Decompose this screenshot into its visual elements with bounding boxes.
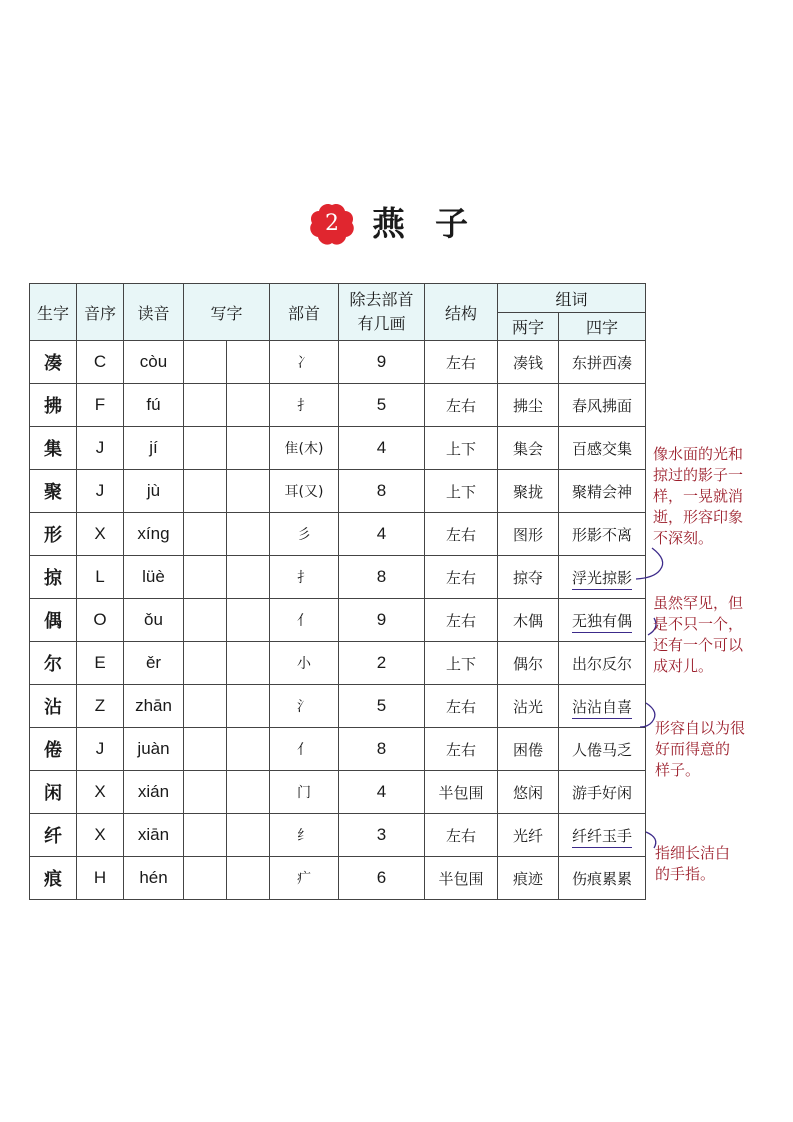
- order-cell-text: F: [94, 395, 106, 414]
- structure-cell: [425, 857, 498, 900]
- pinyin-cell: [124, 341, 184, 384]
- two-char-word-cell-text: 凑钱: [512, 353, 543, 372]
- note-line: 形容自以为很: [655, 719, 746, 737]
- two-char-word-cell-text: 偶尔: [512, 654, 543, 673]
- order-cell: [77, 513, 124, 556]
- pinyin-cell: [124, 513, 184, 556]
- two-char-word-cell-text: 集会: [512, 439, 543, 458]
- note-line: 样，一晃就消: [653, 487, 744, 505]
- radical-cell-text: 扌: [297, 570, 311, 586]
- strokes-cell-text: 4: [376, 438, 387, 457]
- radical-cell: [270, 556, 339, 599]
- write-box-right: [227, 513, 270, 556]
- order-cell: [77, 599, 124, 642]
- char-cell-text: 痕: [44, 869, 62, 890]
- structure-cell-text: 左右: [445, 525, 476, 544]
- write-box-left: [184, 599, 227, 642]
- header-strokes: [339, 284, 425, 341]
- order-cell-text: Z: [94, 696, 106, 715]
- four-char-word-cell-text: 百感交集: [571, 439, 632, 458]
- radical-cell: [270, 814, 339, 857]
- order-cell-text: E: [94, 653, 106, 672]
- header-two-char: 两字: [498, 313, 559, 341]
- char-cell: [30, 685, 77, 728]
- structure-cell-text: 左右: [445, 740, 476, 759]
- write-box-left: [184, 642, 227, 685]
- four-char-word-cell: [559, 513, 646, 556]
- write-box-right: [227, 728, 270, 771]
- header-words: 组词: [498, 284, 646, 313]
- write-box-right: [227, 341, 270, 384]
- header-four-char: 四字: [559, 313, 646, 341]
- pinyin-cell-text: juàn: [137, 739, 170, 758]
- table-row: [30, 642, 646, 685]
- char-cell: [30, 556, 77, 599]
- pinyin-cell: [124, 642, 184, 685]
- note-line: 还有一个可以: [653, 636, 744, 654]
- write-box-right: [227, 599, 270, 642]
- lesson-title: [0, 196, 793, 252]
- strokes-cell: [339, 513, 425, 556]
- radical-cell-text: 纟: [297, 828, 311, 844]
- table-row: [30, 685, 646, 728]
- char-cell: [30, 728, 77, 771]
- order-cell: [77, 384, 124, 427]
- header-write: 写字: [184, 284, 270, 341]
- two-char-word-cell: [498, 341, 559, 384]
- four-char-word-cell-text: 东拼西凑: [571, 353, 632, 372]
- four-char-word-cell: [559, 341, 646, 384]
- strokes-cell: [339, 556, 425, 599]
- char-cell: [30, 814, 77, 857]
- order-cell-text: L: [95, 567, 105, 586]
- pinyin-cell-text: ěr: [145, 653, 162, 672]
- order-cell: [77, 427, 124, 470]
- two-char-word-cell: [498, 728, 559, 771]
- two-char-word-cell-text: 图形: [512, 525, 543, 544]
- four-char-word-cell: [559, 814, 646, 857]
- strokes-cell: [339, 599, 425, 642]
- pinyin-cell: [124, 771, 184, 814]
- radical-cell-text: 门: [297, 785, 311, 801]
- two-char-word-cell-text: 困倦: [512, 740, 543, 759]
- structure-cell: [425, 341, 498, 384]
- radical-cell: [270, 384, 339, 427]
- strokes-cell-text: 9: [376, 352, 387, 371]
- header-order: 音序: [77, 284, 124, 341]
- order-cell-text: J: [95, 739, 105, 758]
- strokes-cell: [339, 771, 425, 814]
- note-xianxian-yushou: [655, 843, 730, 885]
- order-cell-text: J: [95, 481, 105, 500]
- table-row: [30, 771, 646, 814]
- write-box-left: [184, 513, 227, 556]
- strokes-cell-text: 8: [376, 739, 387, 758]
- pinyin-cell-text: fú: [146, 395, 161, 414]
- strokes-cell-text: 5: [376, 696, 387, 715]
- char-cell: [30, 427, 77, 470]
- write-box-right: [227, 814, 270, 857]
- char-cell-text: 拂: [44, 396, 62, 417]
- structure-cell: [425, 427, 498, 470]
- header-strokes-label: 除去部首有几画: [349, 290, 414, 333]
- order-cell-text: X: [94, 524, 106, 543]
- write-box-left: [184, 857, 227, 900]
- four-char-word-cell: [559, 771, 646, 814]
- char-cell-text: 闲: [44, 783, 62, 804]
- pinyin-cell: [124, 470, 184, 513]
- order-cell: [77, 728, 124, 771]
- structure-cell-text: 上下: [445, 439, 476, 458]
- char-cell-text: 倦: [44, 740, 62, 761]
- pinyin-cell: [124, 728, 184, 771]
- structure-cell: [425, 513, 498, 556]
- four-char-word-cell-text: 出尔反尔: [571, 654, 632, 673]
- char-cell: [30, 771, 77, 814]
- structure-cell-text: 半包围: [438, 869, 484, 888]
- write-box-left: [184, 771, 227, 814]
- write-box-right: [227, 470, 270, 513]
- table-row: [30, 857, 646, 900]
- pinyin-cell-text: lüè: [142, 567, 165, 586]
- strokes-cell: [339, 728, 425, 771]
- char-cell-text: 纤: [44, 826, 62, 847]
- strokes-cell: [339, 642, 425, 685]
- radical-cell: [270, 728, 339, 771]
- order-cell: [77, 814, 124, 857]
- write-box-right: [227, 771, 270, 814]
- note-line: 指细长洁白: [655, 844, 731, 862]
- pinyin-cell: [124, 685, 184, 728]
- two-char-word-cell-text: 聚拢: [512, 482, 543, 501]
- note-wudu-youou: [653, 593, 743, 677]
- table-row: [30, 556, 646, 599]
- pinyin-cell: [124, 599, 184, 642]
- order-cell: [77, 857, 124, 900]
- note-line: 像水面的光和: [653, 445, 744, 463]
- note-line: 逝，形容印象: [653, 508, 744, 526]
- structure-cell-text: 上下: [445, 654, 476, 673]
- write-box-right: [227, 556, 270, 599]
- char-cell-text: 偶: [44, 611, 62, 632]
- pinyin-cell: [124, 556, 184, 599]
- order-cell: [77, 470, 124, 513]
- radical-cell: [270, 642, 339, 685]
- table-row: [30, 513, 646, 556]
- lesson-title-text: 燕子: [372, 204, 498, 243]
- order-cell: [77, 685, 124, 728]
- structure-cell-text: 左右: [445, 396, 476, 415]
- table-row: [30, 384, 646, 427]
- two-char-word-cell: [498, 642, 559, 685]
- four-char-word-cell: [559, 470, 646, 513]
- write-box-left: [184, 341, 227, 384]
- four-char-word-cell-text: 伤痕累累: [571, 869, 632, 888]
- strokes-cell: [339, 427, 425, 470]
- char-cell: [30, 513, 77, 556]
- structure-cell: [425, 642, 498, 685]
- two-char-word-cell-text: 痕迹: [512, 869, 543, 888]
- radical-cell-text: 疒: [297, 871, 311, 887]
- pinyin-cell-text: còu: [139, 352, 168, 371]
- radical-cell: [270, 771, 339, 814]
- structure-cell: [425, 771, 498, 814]
- radical-cell-text: 氵: [297, 699, 311, 715]
- four-char-word-cell: [559, 599, 646, 642]
- radical-cell: [270, 599, 339, 642]
- pinyin-cell-text: jí: [149, 438, 158, 457]
- two-char-word-cell: [498, 814, 559, 857]
- four-char-word-cell-text: 春风拂面: [571, 396, 632, 415]
- four-char-word-cell-text: 游手好闲: [571, 783, 632, 802]
- four-char-word-cell-text: 纤纤玉手: [572, 827, 632, 848]
- write-box-left: [184, 427, 227, 470]
- vocabulary-table: [29, 283, 646, 900]
- note-line: 成对儿。: [653, 657, 714, 675]
- two-char-word-cell: [498, 470, 559, 513]
- char-cell-text: 沾: [44, 697, 62, 718]
- write-box-right: [227, 384, 270, 427]
- four-char-word-cell-text: 无独有偶: [572, 612, 632, 633]
- note-zhanzhan-zixi: [655, 718, 745, 781]
- pinyin-cell-text: hén: [139, 868, 168, 887]
- structure-cell: [425, 685, 498, 728]
- order-cell-text: C: [93, 352, 107, 371]
- char-cell-text: 形: [44, 525, 62, 546]
- pinyin-cell-text: jù: [146, 481, 161, 500]
- two-char-word-cell: [498, 427, 559, 470]
- write-box-left: [184, 470, 227, 513]
- header-char: 生字: [30, 284, 77, 341]
- order-cell: [77, 556, 124, 599]
- order-cell-text: X: [94, 825, 106, 844]
- two-char-word-cell-text: 沾光: [512, 697, 543, 716]
- pinyin-cell: [124, 814, 184, 857]
- strokes-cell-text: 6: [376, 868, 387, 887]
- header-structure: 结构: [425, 284, 498, 341]
- two-char-word-cell-text: 光纤: [512, 826, 543, 845]
- write-box-right: [227, 857, 270, 900]
- radical-cell-text: 扌: [297, 398, 311, 414]
- radical-cell-text: 亻: [297, 613, 311, 629]
- radical-cell: [270, 470, 339, 513]
- two-char-word-cell: [498, 599, 559, 642]
- pinyin-cell-text: xíng: [137, 524, 170, 543]
- strokes-cell-text: 5: [376, 395, 387, 414]
- char-cell: [30, 384, 77, 427]
- structure-cell: [425, 470, 498, 513]
- radical-cell: [270, 427, 339, 470]
- structure-cell: [425, 556, 498, 599]
- char-cell: [30, 857, 77, 900]
- structure-cell-text: 上下: [445, 482, 476, 501]
- four-char-word-cell-text: 聚精会神: [571, 482, 632, 501]
- strokes-cell-text: 8: [376, 481, 387, 500]
- note-line: 好而得意的: [655, 740, 731, 758]
- strokes-cell-text: 4: [376, 524, 387, 543]
- table-row: [30, 427, 646, 470]
- order-cell: [77, 642, 124, 685]
- char-cell: [30, 470, 77, 513]
- structure-cell: [425, 384, 498, 427]
- radical-cell-text: 彡: [297, 527, 311, 543]
- lesson-number: 2: [325, 211, 339, 236]
- two-char-word-cell-text: 悠闲: [512, 783, 543, 802]
- char-cell-text: 掠: [44, 568, 62, 589]
- char-cell-text: 尔: [44, 654, 62, 675]
- two-char-word-cell: [498, 556, 559, 599]
- write-box-left: [184, 728, 227, 771]
- two-char-word-cell-text: 拂尘: [512, 396, 543, 415]
- order-cell: [77, 771, 124, 814]
- order-cell: [77, 341, 124, 384]
- write-box-right: [227, 685, 270, 728]
- table-row: [30, 728, 646, 771]
- radical-cell-text: 小: [297, 656, 311, 672]
- write-box-left: [184, 685, 227, 728]
- table-row: [30, 470, 646, 513]
- table-row: [30, 599, 646, 642]
- four-char-word-cell: [559, 685, 646, 728]
- two-char-word-cell: [498, 771, 559, 814]
- four-char-word-cell-text: 人倦马乏: [571, 740, 632, 759]
- table-row: [30, 814, 646, 857]
- strokes-cell-text: 8: [376, 567, 387, 586]
- two-char-word-cell: [498, 685, 559, 728]
- structure-cell: [425, 814, 498, 857]
- pinyin-cell-text: zhān: [135, 696, 172, 715]
- strokes-cell: [339, 857, 425, 900]
- char-cell: [30, 599, 77, 642]
- note-line: 不深刻。: [653, 529, 714, 547]
- strokes-cell-text: 3: [376, 825, 387, 844]
- radical-cell: [270, 513, 339, 556]
- structure-cell-text: 左右: [445, 353, 476, 372]
- strokes-cell: [339, 814, 425, 857]
- two-char-word-cell: [498, 857, 559, 900]
- pinyin-cell: [124, 427, 184, 470]
- note-line: 是不只一个，: [653, 615, 744, 633]
- pinyin-cell: [124, 857, 184, 900]
- note-line: 虽然罕见，但: [653, 594, 744, 612]
- four-char-word-cell: [559, 384, 646, 427]
- structure-cell: [425, 728, 498, 771]
- four-char-word-cell: [559, 642, 646, 685]
- strokes-cell: [339, 384, 425, 427]
- strokes-cell: [339, 470, 425, 513]
- order-cell-text: H: [93, 868, 107, 887]
- structure-cell-text: 半包围: [438, 783, 484, 802]
- note-fuguang-lueying: [653, 444, 743, 549]
- strokes-cell-text: 9: [376, 610, 387, 629]
- four-char-word-cell-text: 形影不离: [571, 525, 632, 544]
- order-cell-text: X: [94, 782, 106, 801]
- char-cell-text: 凑: [44, 353, 62, 374]
- lesson-number-badge: [308, 202, 356, 246]
- write-box-left: [184, 384, 227, 427]
- note-line: 的手指。: [655, 865, 716, 883]
- char-cell: [30, 642, 77, 685]
- pinyin-cell-text: xián: [137, 782, 170, 801]
- radical-cell: [270, 341, 339, 384]
- radical-cell-text: 耳(又): [284, 484, 324, 500]
- header-radical: 部首: [270, 284, 339, 341]
- structure-cell-text: 左右: [445, 826, 476, 845]
- strokes-cell: [339, 341, 425, 384]
- two-char-word-cell-text: 木偶: [512, 611, 543, 630]
- structure-cell-text: 左右: [445, 568, 476, 587]
- pinyin-cell: [124, 384, 184, 427]
- radical-cell-text: 冫: [297, 355, 311, 371]
- four-char-word-cell-text: 浮光掠影: [572, 569, 632, 590]
- pinyin-cell-text: ǒu: [144, 610, 163, 629]
- four-char-word-cell-text: 沾沾自喜: [572, 698, 632, 719]
- radical-cell: [270, 685, 339, 728]
- write-box-right: [227, 427, 270, 470]
- order-cell-text: O: [93, 610, 107, 629]
- four-char-word-cell: [559, 857, 646, 900]
- note-line: 样子。: [655, 761, 701, 779]
- table-row: [30, 341, 646, 384]
- radical-cell-text: 隹(木): [284, 441, 324, 457]
- two-char-word-cell: [498, 513, 559, 556]
- write-box-right: [227, 642, 270, 685]
- pinyin-cell-text: xiān: [137, 825, 170, 844]
- header-pinyin: 读音: [124, 284, 184, 341]
- strokes-cell-text: 4: [376, 782, 387, 801]
- four-char-word-cell: [559, 556, 646, 599]
- two-char-word-cell-text: 掠夺: [512, 568, 543, 587]
- note-line: 掠过的影子一: [653, 466, 744, 484]
- write-box-left: [184, 556, 227, 599]
- two-char-word-cell: [498, 384, 559, 427]
- radical-cell: [270, 857, 339, 900]
- char-cell-text: 集: [44, 439, 62, 460]
- strokes-cell: [339, 685, 425, 728]
- char-cell-text: 聚: [44, 482, 62, 503]
- order-cell-text: J: [95, 438, 105, 457]
- radical-cell-text: 亻: [297, 742, 311, 758]
- write-box-left: [184, 814, 227, 857]
- four-char-word-cell: [559, 427, 646, 470]
- strokes-cell-text: 2: [376, 653, 387, 672]
- char-cell: [30, 341, 77, 384]
- structure-cell-text: 左右: [445, 611, 476, 630]
- structure-cell-text: 左右: [445, 697, 476, 716]
- structure-cell: [425, 599, 498, 642]
- four-char-word-cell: [559, 728, 646, 771]
